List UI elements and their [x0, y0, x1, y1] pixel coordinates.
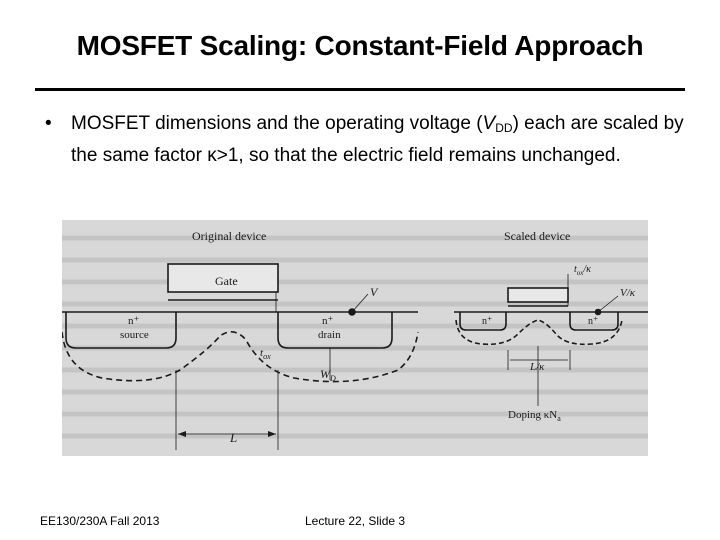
source-label: source [120, 329, 149, 341]
title-underline [35, 88, 685, 91]
drain-nplus-label: n⁺ [322, 315, 334, 327]
scaled-drain-nplus: n⁺ [588, 316, 599, 327]
drain-contact-dot [349, 309, 355, 315]
scaled-l-label: L/κ [530, 361, 545, 373]
slide-title: MOSFET Scaling: Constant-Field Approach [76, 30, 644, 61]
tox-symbol: t [260, 347, 264, 359]
scaled-tox-suffix: /κ [583, 264, 591, 275]
scaled-tox-symbol: t [574, 264, 577, 275]
doping-label [508, 409, 561, 423]
bullet-text-part2: ) each are scaled by the same factor [71, 113, 684, 166]
bullet-text-part1: MOSFET dimensions and the operating voltage ( [71, 113, 483, 134]
bullet-text-part3: , so that the electric field remains unchanged. [238, 145, 621, 166]
footer-course: EE130/230A Fall 2013 [40, 514, 160, 528]
original-device-label: Original device [192, 229, 267, 243]
scaled-drain-dot [596, 310, 601, 315]
v-label: V [370, 285, 378, 299]
scaled-gate [508, 288, 568, 302]
doping-text: Doping κN [508, 409, 558, 421]
wd-subscript: D [330, 374, 336, 383]
doping-subscript: a [557, 414, 561, 423]
mosfet-scaling-figure [62, 220, 648, 456]
scaled-tox-subscript: ox [576, 269, 584, 277]
wd-symbol: W [320, 367, 330, 381]
scaled-source-nplus: n⁺ [482, 316, 493, 327]
original-gate-label: Gate [215, 274, 238, 288]
scaled-v-label: V/κ [620, 287, 636, 299]
footer-slide-number: Lecture 22, Slide 3 [305, 514, 406, 528]
tox-subscript: ox [263, 352, 271, 361]
source-nplus-label: n⁺ [128, 315, 140, 327]
drain-label: drain [318, 329, 341, 341]
vdd-subscript: DD [495, 121, 513, 135]
bullet-text [45, 110, 695, 169]
bullet-dot: • [45, 113, 52, 134]
kappa-condition: κ>1 [207, 145, 239, 166]
l-label: L [230, 430, 238, 445]
scaled-device-label: Scaled device [504, 229, 571, 243]
bullet-point [45, 110, 695, 169]
vdd-symbol: V [482, 113, 496, 134]
